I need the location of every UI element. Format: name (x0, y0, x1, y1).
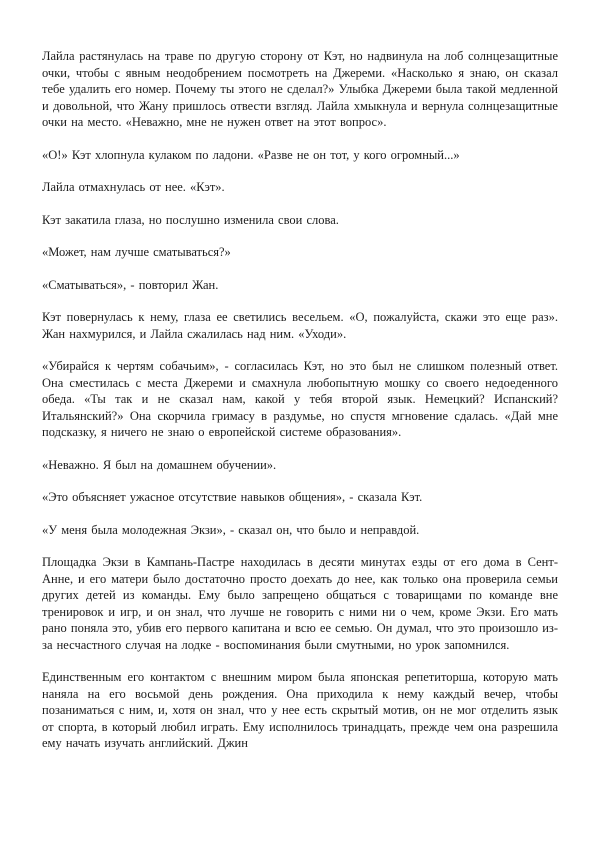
paragraph: «Сматываться», - повторил Жан. (42, 277, 219, 292)
paragraph: «У меня была молодежная Экзи», - сказал он, что было и неправдой. (42, 522, 420, 537)
paragraph: Единственным его контактом с внешним миром была японская репетиторша, которую мать наняла на его восьмой день рождения. Она приходила к нему каждый вечер, чтобы позаниматься с ним, и, хотя он знал, что у нее есть скрытый мотив, он не мог отделить язык от спорта, в который любил играть. Ему исполнилось тринадцать, прежде чем она разрешила ему начать изучать английский. Джин (42, 670, 558, 750)
paragraph: Лайла растянулась на траве по другую сторону от Кэт, но надвинула на лоб солнцезащитные очки, чтобы с явным неодобрением посмотреть на Джереми. «Насколько я знаю, он сказал тебе удалить его номер. Почему ты этого не сделал?» Улыбка Джереми была такой медленной и довольной, что Жану пришлось отвести взгляд. Лайла хмыкнула и вернула солнцезащитные очки на место. «Неважно, мне не нужен ответ на этот вопрос». (42, 49, 558, 129)
paragraph: Кэт повернулась к нему, глаза ее светились весельем. «О, пожалуйста, скажи это еще раз». Жан нахмурился, и Лайла сжалилась над ним. «Уходи». (42, 310, 558, 341)
paragraph: «Это объясняет ужасное отсутствие навыков общения», - сказала Кэт. (42, 490, 423, 504)
page-text (42, 48, 558, 752)
paragraph: «О!» Кэт хлопнула кулаком по ладони. «Разве не он тот, у кого огромный...» (42, 147, 460, 162)
paragraph: «Может, нам лучше сматываться?» (42, 245, 231, 259)
paragraph: Площадка Экзи в Кампань-Пастре находилась в десяти минутах езды от его дома в Сент-Анне, и его матери было достаточно просто доехать до нее, как только она проверила семьи других детей из команды. Ему было запрещено общаться с товарищами по команде вне тренировок и игр, и он знал, что лучше не говорить с ними ни о чем, кроме Экзи. Его мать рано поняла это, убив его первого капитана и всю ее семью. Он думал, что это произошло из-за несчастного случая на лодке - воспоминания были смутными, но урок запомнился. (42, 555, 558, 652)
paragraph: «Неважно. Я был на домашнем обучении». (42, 457, 277, 472)
paragraph: Лайла отмахнулась от нее. «Кэт». (42, 180, 225, 194)
paragraph: Кэт закатила глаза, но послушно изменила свои слова. (42, 212, 339, 227)
paragraph: «Убирайся к чертям собачьим», - согласилась Кэт, но это был не слишком полезный ответ. Она сместилась с места Джереми и смахнула любопытную мошку со своего недоеденного обеда. «Ты так и не сказал нам, какой у тебя второй язык. Немецкий? Испанский? Итальянский?» Она скорчила гримасу в раздумье, но спустя мгновение сдалась. «Дай мне подсказку, я ничего не знаю о европейской системе образования». (42, 359, 558, 439)
